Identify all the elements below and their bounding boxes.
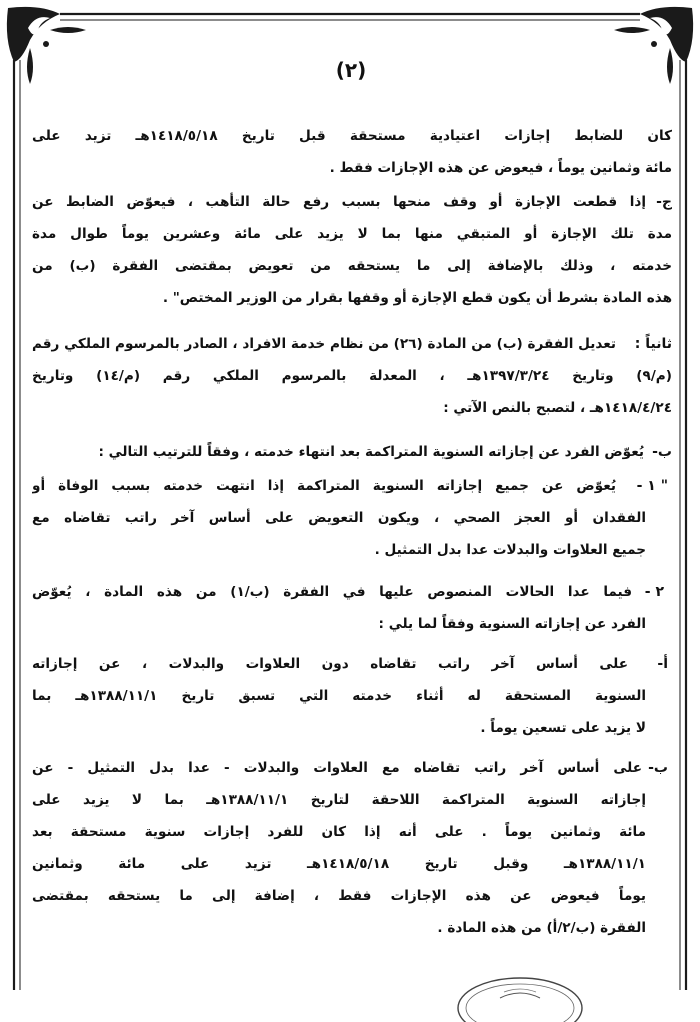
clause-label: ج- bbox=[656, 194, 672, 210]
text-line: السنوية المستحقة له أثناء خدمته التي تسبق تاريخ ١٣٨٨/١١/١هـ بما bbox=[32, 688, 646, 704]
text-line: فيما عدا الحالات المنصوص عليها في الفقرة (ب/١) من هذه المادة ، يُعوّض bbox=[32, 584, 632, 600]
text-line: الفقرة (ب/٢/أ) من هذه المادة . bbox=[437, 920, 646, 936]
item-2 bbox=[32, 576, 672, 640]
item-label: " ١ - bbox=[636, 478, 668, 494]
text-line: تعديل الفقرة (ب) من المادة (٢٦) من نظام خدمة الافراد ، الصادر بالمرسوم الملكي رقم bbox=[32, 336, 616, 352]
text-line: يُعوّض الفرد عن إجازاته السنوية المتراكمة بعد انتهاء خدمته ، وفقاً للترتيب التالي : bbox=[98, 444, 644, 460]
document-page bbox=[30, 52, 672, 992]
intro-paragraph bbox=[32, 120, 672, 184]
text-line: إذا قطعت الإجازة أو وقف منحها بسبب رفع حالة التأهب ، فيعوّض الضابط عن bbox=[32, 194, 646, 210]
text-line: على أساس آخر راتب تقاضاه دون العلاوات والبدلات ، عن إجازاته bbox=[32, 656, 628, 672]
text-line: الفقدان أو العجز الصحي ، ويكون التعويض على أساس آخر راتب تقاضاه مع bbox=[32, 510, 646, 526]
section-label: ثانياً : bbox=[634, 336, 672, 352]
text-line: لا يزيد على تسعين يوماً . bbox=[480, 720, 646, 736]
text-line: ١٤١٨/٤/٢٤هـ ، لتصبح بالنص الآتي : bbox=[443, 400, 672, 416]
text-line: يُعوّض عن جميع إجازاته السنوية المتراكمة إذا انتهت خدمته بسبب الوفاة أو bbox=[32, 478, 616, 494]
section-second bbox=[32, 328, 672, 424]
clause-j bbox=[32, 186, 672, 314]
text-line: الفرد عن إجازاته السنوية وفقاً لما يلي : bbox=[378, 616, 646, 632]
clause-label: ب- bbox=[648, 760, 668, 776]
text-line: على أساس آخر راتب تقاضاه مع العلاوات والبدلات - عدا بدل التمثيل - عن bbox=[32, 760, 642, 776]
text-line: ١٣٨٨/١١/١هـ وقبل تاريخ ١٤١٨/٥/١٨هـ تزيد على مائة وثمانين bbox=[32, 856, 646, 872]
text-line: يوماً فيعوض عن هذه الإجازات فقط ، إضافة إلى ما يستحقه بمقتضى bbox=[32, 888, 646, 904]
item-1 bbox=[32, 470, 672, 566]
item-label: ٢ - bbox=[644, 584, 664, 600]
text-line: هذه المادة بشرط أن يكون قطع الإجازة أو وقفها بقرار من الوزير المختص" . bbox=[162, 290, 672, 306]
text-line: مائة وثمانين يوماً . على أنه إذا كان للفرد إجازات سنوية مستحقة بعد bbox=[32, 824, 646, 840]
clause-b bbox=[32, 436, 672, 468]
text-line: جميع العلاوات والبدلات عدا بدل التمثيل . bbox=[374, 542, 646, 558]
seal-icon bbox=[440, 962, 600, 1022]
text-line: مائة وثمانين يوماً ، فيعوض عن هذه الإجازات فقط . bbox=[329, 160, 672, 176]
text-line: كان للضابط إجازات اعتيادية مستحقة قبل تاريخ ١٤١٨/٥/١٨هـ تزيد على bbox=[32, 128, 672, 144]
sub-clause-a bbox=[32, 648, 672, 744]
text-line: (م/٩) وتاريخ ١٣٩٧/٣/٢٤هـ ، المعدلة بالمرسوم الملكي رقم (م/١٤) وتاريخ bbox=[32, 368, 672, 384]
text-line: خدمته ، وذلك بالإضافة إلى ما يستحقه من تعويض بمقتضى الفقرة (ب) من bbox=[32, 258, 672, 274]
text-line: مدة تلك الإجازة أو المتبقي منها بما لا يزيد على مائة وعشرين يوماً طوال مدة bbox=[32, 226, 672, 242]
clause-label: ب- bbox=[652, 444, 672, 460]
text-line: إجازاته السنوية المتراكمة اللاحقة لتاريخ ١٣٨٨/١١/١هـ بما لا يزيد على bbox=[32, 792, 646, 808]
page-number: (٢) bbox=[335, 58, 367, 82]
clause-label: أ- bbox=[657, 656, 668, 672]
sub-clause-b bbox=[32, 752, 672, 944]
